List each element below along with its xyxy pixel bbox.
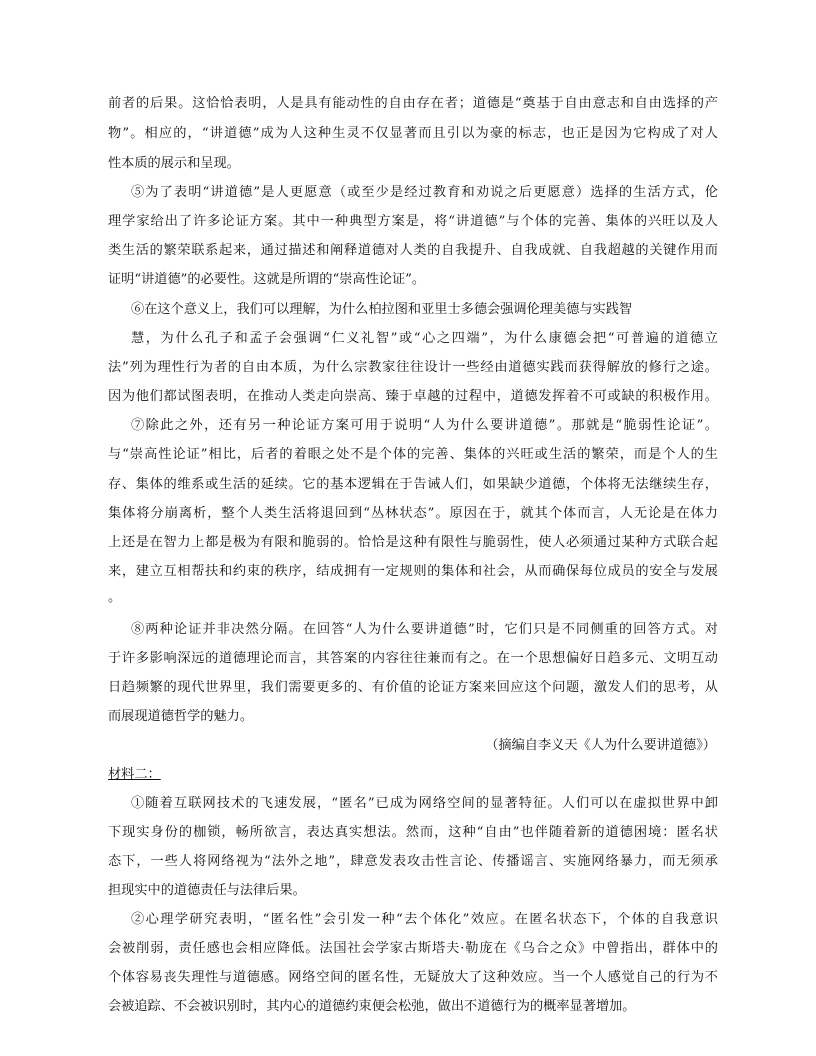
paragraph-line: 前者的后果。这恰恰表明，人是具有能动性的自由存在者；道德是“奠基于自由意志和自由选择的产: [108, 96, 718, 111]
paragraph-line: 下现实身份的枷锁，畅所欲言，表达真实想法。然而，这种“自由”也伴随着新的道德困境：匿名状: [108, 825, 718, 840]
paragraph-line: 会被削弱，责任感也会相应降低。法国社会学家古斯塔夫·勒庞在《乌合之众》中曾指出，群体中的: [108, 941, 718, 956]
paragraph-line: 上还是在智力上都是极为有限和脆弱的。恰恰是这种有限性与脆弱性，使人必须通过某种方式联合起: [108, 535, 718, 550]
paragraph-line: 个体容易丧失理性与道德感。网络空间的匿名性，无疑放大了这种效应。当一个人感觉自己的行为不: [108, 970, 718, 985]
paragraph-line: 与“崇高性论证”相比，后者的着眼之处不是个体的完善、集体的兴旺或生活的繁荣，而是个人的生: [108, 447, 718, 462]
paragraph-line: ⑦除此之外，还有另一种论证方案可用于说明“人为什么要讲道德”。那就是“脆弱性论证”。: [131, 418, 718, 433]
paragraph-line: 会被追踪、不会被识别时，其内心的道德约束便会松弛，做出不道德行为的概率显著增加。: [108, 999, 636, 1014]
paragraph-line: 理学家给出了许多论证方案。其中一种典型方案是，将“讲道德”与个体的完善、集体的兴旺以及人: [108, 214, 718, 229]
paragraph-line: 态下，一些人将网络视为“法外之地”，肆意发表攻击性言论、传播谣言、实施网络暴力，而无须承: [108, 854, 718, 869]
paragraph-line: 因为他们都试图表明，在推动人类走向崇高、臻于卓越的过程中，道德发挥着不可或缺的积极作用。: [108, 389, 718, 404]
paragraph-line: 。: [108, 590, 122, 605]
paragraph-line: ⑤为了表明“讲道德”是人更愿意（或至少是经过教育和劝说之后更愿意）选择的生活方式，伦: [131, 185, 718, 200]
paragraph-line: 证明“讲道德”的必要性。这就是所谓的“崇高性论证”。: [108, 272, 426, 287]
paragraph-line: 担现实中的道德责任与法律后果。: [108, 883, 306, 898]
paragraph-line: 来，建立互相帮扶和约束的秩序，结成拥有一定规则的集体和社会，从而确保每位成员的安全与发展: [108, 564, 718, 579]
source-citation: （摘编自李义天《人为什么要讲道德》）: [485, 738, 716, 753]
paragraph-line: 法”列为理性行为者的自由本质，为什么宗教家往往设计一些经由道德实践而获得解放的修行之途。: [108, 360, 718, 375]
paragraph-line: 类生活的繁荣联系起来，通过描述和阐释道德对人类的自我提升、自我成就、自我超越的关键作用而: [108, 243, 718, 258]
paragraph-line: ①随着互联网技术的飞速发展，“匿名”已成为网络空间的显著特征。人们可以在虚拟世界中卸: [131, 796, 718, 811]
paragraph-line: 于许多影响深远的道德理论而言，其答案的内容往往兼而有之。在一个思想偏好日趋多元、文明互动: [108, 651, 718, 666]
paragraph-line: 物”。相应的，“讲道德”成为人这种生灵不仅显著而且引以为豪的标志，也正是因为它构成了对人: [108, 126, 718, 141]
paragraph-line: 日趋频繁的现代世界里，我们需要更多的、有价值的论证方案来回应这个问题，激发人们的思考，从: [108, 680, 718, 695]
material-two-heading: 材料二：: [108, 767, 161, 782]
paragraph-line: 集体将分崩离析，整个人类生活将退回到“丛林状态”。原因在于，就其个体而言，人无论是在体力: [108, 506, 718, 521]
paragraph-line: 存、集体的维系或生活的延续。它的基本逻辑在于告诫人们，如果缺少道德，个体将无法继续生存，: [108, 477, 718, 492]
paragraph-line: 性本质的展示和呈现。: [108, 156, 240, 171]
paragraph-line: 慧，为什么孔子和孟子会强调“仁义礼智”或“心之四端”，为什么康德会把“可普遍的道德立: [131, 331, 718, 346]
paragraph-line: ⑥在这个意义上，我们可以理解，为什么柏拉图和亚里士多德会强调伦理美德与实践智: [131, 302, 633, 317]
paragraph-line: 而展现道德哲学的魅力。: [108, 709, 254, 724]
paragraph-line: ⑧两种论证并非决然分隔。在回答“人为什么要讲道德”时，它们只是不同侧重的回答方式。对: [131, 622, 718, 637]
paragraph-line: ②心理学研究表明，“匿名性”会引发一种“去个体化”效应。在匿名状态下，个体的自我意识: [131, 912, 718, 927]
